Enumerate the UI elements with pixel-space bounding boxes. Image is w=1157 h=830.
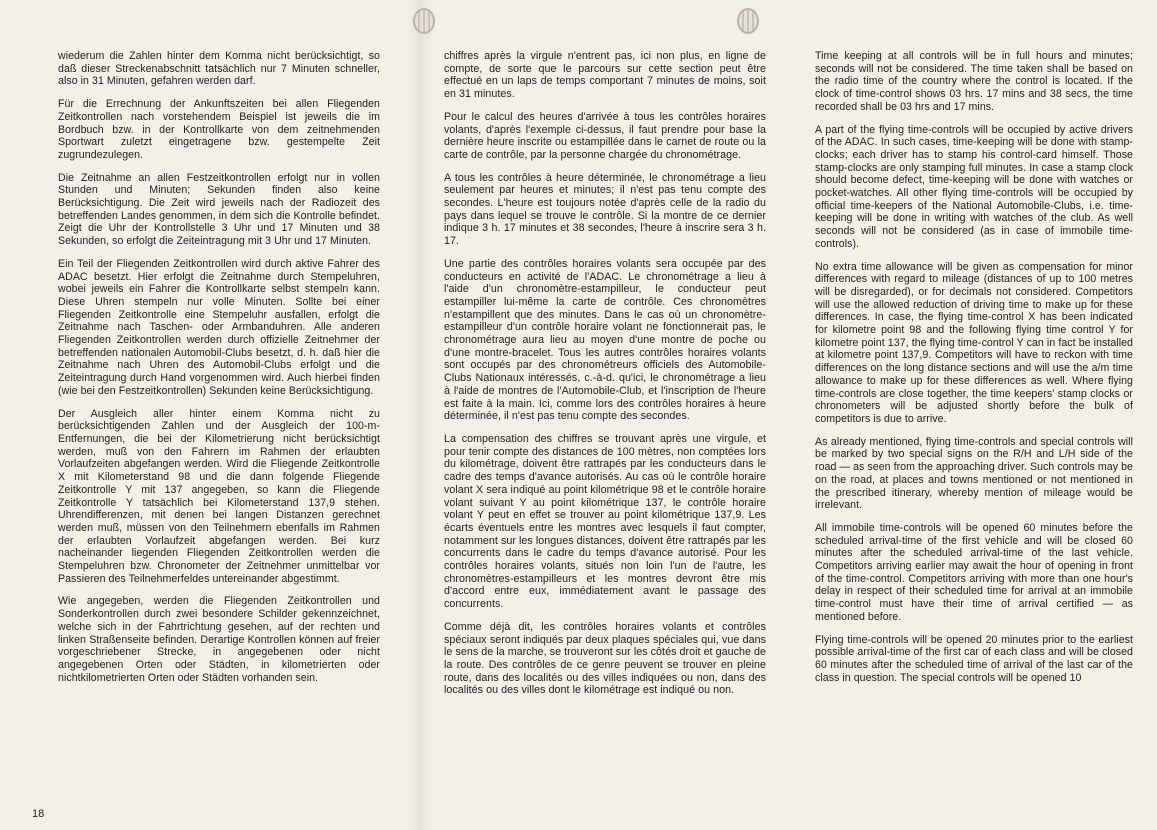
paragraph: La compensation des chiffres se trouvant après une virgule, et pour tenir compte des distances de 100 mètres, non comptées lors du kilométrage, doivent être rattrapés par les conducteurs dans le cadre des temps d'avance autorisés. Au cas où le contrôle horaire volant X sera indiqué au point kilométrique 98 et le contrôle horaire volant suivant Y au point kilométrique 137, le contrôle horaire volant Y peut en effet se trouver au point kilométrique 137,9. Les écarts éventuels entre les montres avec lesquels il faut compter, notamment sur les longues distances, doivent être rattrapés par les concurrents dans le cadre du temps d'avance autorisé. Pour les contrôles horaires volants, situés non loin l'un de l'autre, les chronomètres-estampilleurs et les montres devront être mis d'accord entre eux, immédiatement avant le passage des concurrents.	[444, 432, 766, 611]
german-column	[58, 50, 380, 694]
english-column	[815, 50, 1133, 694]
page-number: 18	[32, 808, 45, 820]
paragraph: A tous les contrôles à heure déterminée, le chronométrage a lieu seulement par heures et minutes; il n'est pas tenu compte des secondes. L'heure est toujours notée d'après celle de la radio du pays dans lequel se trouve le contrôle. Si la montre de ce dernier indique 3 h. 17 minutes et 38 secondes, l'heure à inscrire sera 3 h. 17.	[444, 171, 766, 248]
french-column	[444, 50, 766, 707]
paragraph: All immobile time-controls will be opened 60 minutes before the scheduled arrival-time of the first vehicle and will be closed 60 minutes after the scheduled arrival-time of the last vehicle. Competitors arriving earlier may await the hour of opening in front of the time-control. Competitors arriving with more than one hour's delay in respect of their scheduled time for arrival at an immobile time-control must have their time of arrival certified — as mentioned before.	[815, 521, 1133, 623]
page-fold	[406, 0, 434, 830]
paragraph: As already mentioned, flying time-controls and special controls will be marked by two special signs on the R/H and L/H side of the road — as seen from the approaching driver. Such controls may be on the road, at places and towns mentioned or not mentioned in the prescribed itinerary, whereby mention of mileage would be irrelevant.	[815, 435, 1133, 512]
binding-ring-right	[737, 8, 759, 34]
paragraph: Time keeping at all controls will be in full hours and minutes; seconds will not be considered. The time taken shall be based on the radio time of the country where the control is located. If the clock of time-control shows 03 hrs. 17 mins and 38 secs, the time recorded shall be 03 hrs and 17 mins.	[815, 50, 1133, 113]
paragraph: Une partie des contrôles horaires volants sera occupée par des conducteurs en activité de l'ADAC. Le chronométrage a lieu à l'aide d'un chronomètre-estampilleur, le conducteur peut estampiller lui-même la carte de contrôle. Ces chronomètres n'estampillent que des minutes. Dans le cas où un chronomètre-estampilleur d'un contrôle horaire volant ne fonctionnerait pas, le chronométrage aura lieu au moyen d'une montre de poche ou d'une montre-bracelet. Tous les autres contrôles horaires volants sont occupés par des chronométreurs officiels des Automobile-Clubs Nationaux intéressés, c.-à-d. qu'ici, le chronométrage a lieu à l'aide de montres de l'Automobile-Club, et l'inscription de l'heure est faite à la main. Ici, comme lors des contrôles horaires à heure déterminée, il n'est pas tenu compte des secondes.	[444, 257, 766, 423]
paragraph: Für die Errechnung der Ankunftszeiten bei allen Fliegenden Zeitkontrollen nach vorstehendem Beispiel ist jeweils die im Bordbuch bzw. in der Kontrollkarte von dem zeitnehmenden Sportwart zuletzt eingetragene bzw. gestempelte Zeit zugrundezulegen.	[58, 98, 380, 161]
paragraph: A part of the flying time-controls will be occupied by active drivers of the ADAC. In such cases, time-keeping will be done with stamp-clocks; each driver has to stamp his control-card himself. Those stamp-clocks are only stamping full minutes. In case a stamp clock should become defect, time-keeping will be done with watches or pocket-watches. All other flying time-controls will be occupied by official time-keepers of the National Automobile-Clubs, i.e. time-keeping will be done in writing with watches of the club. As well seconds will not be considered (as in case of immobile time-controls).	[815, 123, 1133, 250]
paragraph: Comme déjà dit, les contrôles horaires volants et contrôles spéciaux seront indiqués par deux plaques spéciales qui, vue dans le sens de la marche, se trouveront sur les côtés droit et gauche de la route. Des contrôles de ce genre peuvent se trouver en pleine route, dans des localités ou des villes indiquées ou non, dans des localités ou des villes dont le kilométrage est indiqué ou non.	[444, 620, 766, 697]
binding-ring-left	[413, 8, 435, 34]
paragraph: Wie angegeben, werden die Fliegenden Zeitkontrollen und Sonderkontrollen durch zwei besondere Schilder gekennzeichnet, welche sich in der Fahrtrichtung gesehen, auf der rechten und linken Straßenseite befinden. Derartige Kontrollen können auf freier vorgeschriebener Strecke, in angegebenen oder nicht angegebenen Orten oder Städten, in kilometrierten oder nichtkilometrierten Orten oder Städten vorhanden sein.	[58, 595, 380, 684]
paragraph: Die Zeitnahme an allen Festzeitkontrollen erfolgt nur in vollen Stunden und Minuten; Sekunden finden also keine Berücksichtigung. Die Zeit wird jeweils nach der Radiozeit des betreffenden Landes genommen, in dem sich die Kontrolle befindet. Zeigt die Uhr der Kontrollstelle 3 Uhr und 17 Minuten und 38 Sekunden, so erfolgt die Zeiteintragung mit 3 Uhr und 17 Minuten.	[58, 171, 380, 248]
paragraph: Flying time-controls will be opened 20 minutes prior to the earliest possible arrival-time of the first car of each class and will be closed 60 minutes after the scheduled time of arrival of the last car of the class in question. The special controls will be opened 10	[815, 633, 1133, 684]
paragraph: Der Ausgleich aller hinter einem Komma nicht zu berücksichtigenden Zahlen und der Ausgleich der 100-m-Entfernungen, die bei der Kilometrierung nicht berücksichtigt werden, muß von den Fahrern im Rahmen der erlaubten Vorlaufzeiten abgefangen werden. Wird die Fliegende Zeitkontrolle X mit Kilometerstand 98 und die dann folgende Fliegende Zeitkontrolle Y mit 137 angegeben, so kann die Fliegende Zeitkontrolle Y tatsächlich bei Kilometerstand 137,9 stehen. Uhrendifferenzen, mit denen bei langen Distanzen gerechnet werden muß, müssen von den Teilnehmern ebenfalls im Rahmen der erlaubten Vorlaufzeit abgefangen werden. Bei kurz nacheinander liegenden Fliegenden Zeitkontrollen werden die Stempeluhren bzw. Chronometer der Zeitnehmer unmittelbar vor Passieren des Teilnehmerfeldes untereinander abgestimmt.	[58, 407, 380, 585]
paragraph: chiffres après la virgule n'entrent pas, ici non plus, en ligne de compte, de sorte que le parcours sur cette section peut être effectué en un laps de temps comportant 7 minutes de moins, soit en 31 minutes.	[444, 50, 766, 101]
paragraph: Ein Teil der Fliegenden Zeitkontrollen wird durch aktive Fahrer des ADAC besetzt. Hier erfolgt die Zeitnahme durch Stempeluhren, wobei jeweils ein Fahrer die Kontrollkarte selbst stempeln kann. Diese Uhren stempeln nur volle Minuten. Sollte bei einer Fliegenden Zeitkontrolle eine Stempeluhr ausfallen, erfolgt die Zeitnahme nach Taschen- oder Armbanduhren. Alle anderen Fliegenden Zeitkontrollen werden durch offizielle Zeitnehmer der betreffenden nationalen Automobil-Clubs besetzt, d. h. daß hier die Zeitnahme nach Uhren des Automobil-Clubs erfolgt und die Zeiteintragung durch Hand vorgenommen wird. Auch hierbei finden (wie bei den Festzeitkontrollen) Sekunden keine Berücksichtigung.	[58, 257, 380, 397]
paragraph: Pour le calcul des heures d'arrivée à tous les contrôles horaires volants, d'après l'exemple ci-dessus, il faut prendre pour base la dernière heure inscrite ou estampillée dans le carnet de route ou la carte de contrôle, par la personne chargée du chronométrage.	[444, 110, 766, 161]
paragraph: wiederum die Zahlen hinter dem Komma nicht berücksichtigt, so daß dieser Streckenabschnitt tatsächlich nur 7 Minuten schneller, also in 31 Minuten, gefahren werden darf.	[58, 50, 380, 88]
paragraph: No extra time allowance will be given as compensation for minor differences with regard to mileage (distances of up to 100 metres will be disregarded), or for decimals not considered. Competitors will use the allowed reduction of driving time to make up for these differences. In case, the flying time-control X has been indicated for kilometre point 98 and the following flying time control Y for kilometre point 137, the flying time-control Y can in fact be installed at kilometre point 137,9. Competitors will have to reckon with time differences on the long distance sections and will use the a/m time allowance to make up for these differences as well. Where flying time-controls are close together, the time keepers' stamp clocks or chronometers will be adjusted shortly before the bulk of competitors is due to arrive.	[815, 260, 1133, 425]
